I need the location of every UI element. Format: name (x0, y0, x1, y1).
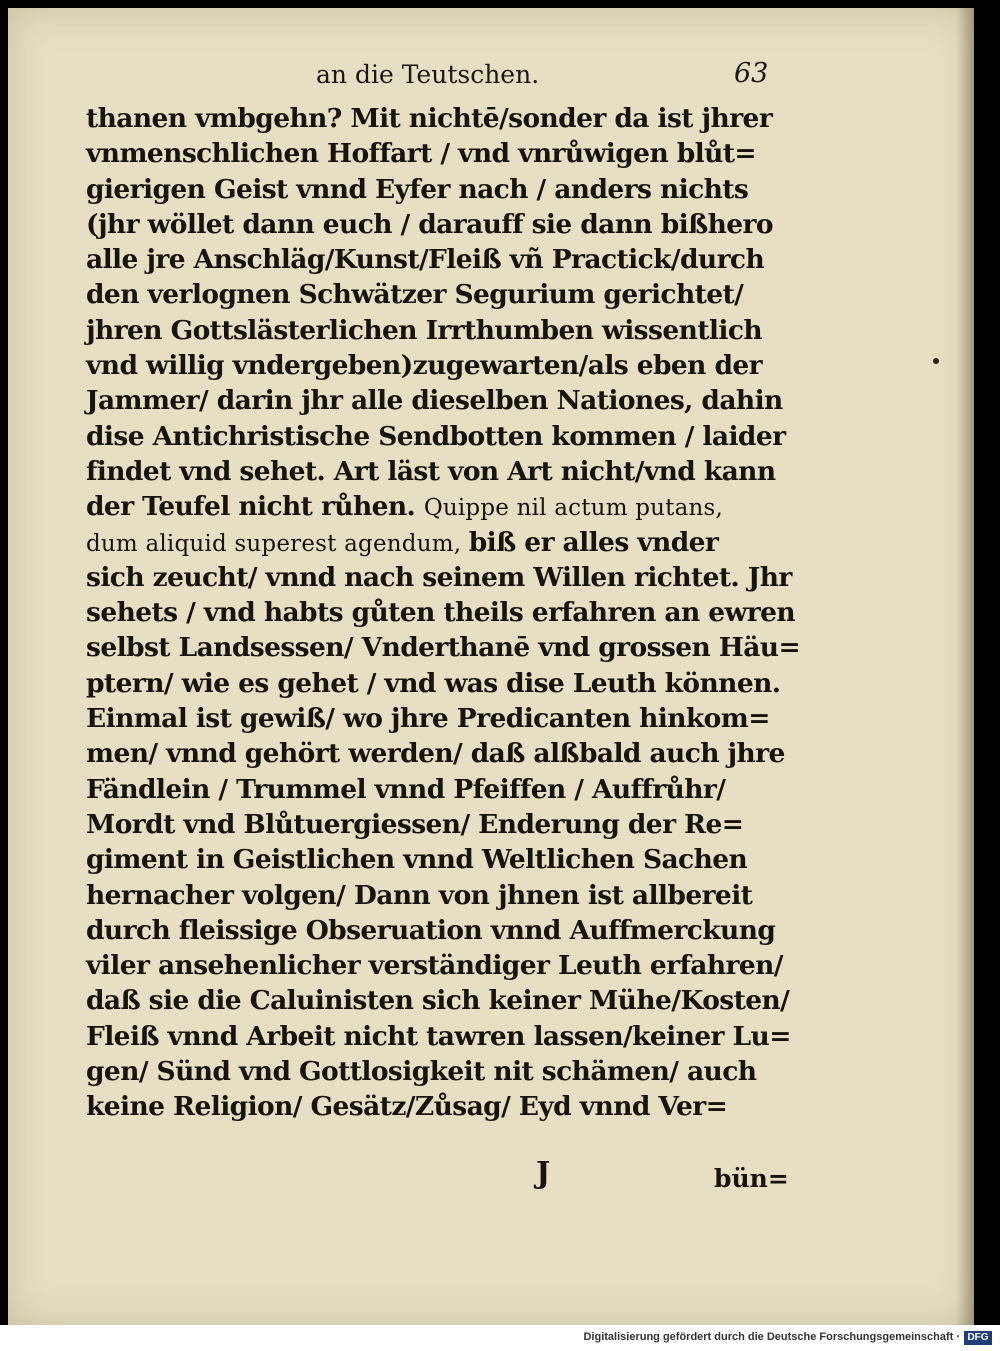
text-line: findet vnd sehet. Art läst von Art nicht/vnd kann (86, 455, 776, 487)
text-line: alle jre Anschläg/Kunst/Fleiß vñ Practick/durch (86, 244, 765, 276)
catchword-row (8, 1156, 974, 1204)
text-line: durch fleissige Obseruation vnnd Auffmerckung (86, 914, 776, 946)
text-line: sehets / vnd habts gůten theils erfahren an ewren (86, 597, 796, 629)
running-title: an die Teutschen. (316, 60, 540, 89)
text-line: daß sie die Caluinisten sich keiner Mühe/Kosten/ (86, 985, 790, 1017)
text-line (86, 525, 786, 560)
text-line: Einmal ist gewiß/ wo jhre Predicanten hinkom= (86, 703, 770, 735)
signature-mark: J (536, 1156, 551, 1191)
catchword: bün= (714, 1164, 789, 1193)
text-line: Fleiß vnnd Arbeit nicht tawren lassen/keiner Lu= (86, 1020, 791, 1052)
text-line: dise Antichristische Sendbotten kommen / laider (86, 420, 786, 452)
text-line: viler ansehenlicher verständiger Leuth erfahren/ (86, 950, 783, 982)
ink-spot (933, 358, 939, 364)
line-german: der Teufel nicht růhen. (86, 491, 424, 523)
text-line: vnmenschlichen Hoffart / vnd vnrůwigen blůt= (86, 138, 757, 170)
body-text (86, 101, 801, 1125)
text-line: selbst Landsessen/ Vnderthanē vnd grossen Häu= (86, 632, 801, 664)
text-line: men/ vnnd gehört werden/ daß alßbald auch jhre (86, 738, 785, 770)
page-number: 63 (734, 58, 769, 89)
text-line: jhren Gottslästerlichen Irrthumben wissentlich (86, 314, 763, 346)
line-german: biß er alles vnder (468, 526, 719, 558)
text-line: vnd willig vndergeben)zugewarten/als eben der (86, 350, 763, 382)
page-header (8, 58, 974, 98)
line-latin: dum aliquid superest agendum, (86, 530, 469, 557)
text-line: den verlognen Schwätzer Segurium gerichtet/ (86, 279, 744, 311)
text-line: (jhr wöllet dann euch / darauff sie dann bißhero (86, 208, 773, 240)
text-line: thanen vmbgehn? Mit nichtē/sonder da ist jhrer (86, 103, 773, 134)
text-line: ptern/ wie es gehet / vnd was dise Leuth können. (86, 667, 781, 699)
line-latin: Quippe nil actum putans, (423, 495, 724, 522)
text-line: gen/ Sünd vnd Gottlosigkeit nit schämen/ auch (86, 1056, 757, 1088)
text-line: keine Religion/ Gesätz/Zůsag/ Eyd vnnd Ver= (86, 1091, 728, 1123)
funding-credit: Digitalisierung gefördert durch die Deutsche Forschungsgemeinschaft · (583, 1331, 960, 1343)
text-line: hernacher volgen/ Dann von jhnen ist allbereit (86, 879, 753, 911)
text-line: sich zeucht/ vnnd nach seinem Willen richtet. Jhr (86, 561, 792, 593)
text-line: Mordt vnd Blůtuergiessen/ Enderung der Re= (86, 808, 744, 840)
text-line: giment in Geistlichen vnnd Weltlichen Sachen (86, 844, 748, 876)
text-line: Fändlein / Trummel vnnd Pfeiffen / Auffrůhr/ (86, 773, 726, 805)
book-page (8, 8, 974, 1325)
digitization-footer (0, 1325, 1000, 1351)
text-line (86, 489, 786, 524)
dfg-logo-icon: DFG (964, 1331, 992, 1345)
text-line: gierigen Geist vnnd Eyfer nach / anders nichts (86, 173, 749, 205)
text-line: Jammer/ darin jhr alle dieselben Nationes, dahin (86, 385, 783, 417)
